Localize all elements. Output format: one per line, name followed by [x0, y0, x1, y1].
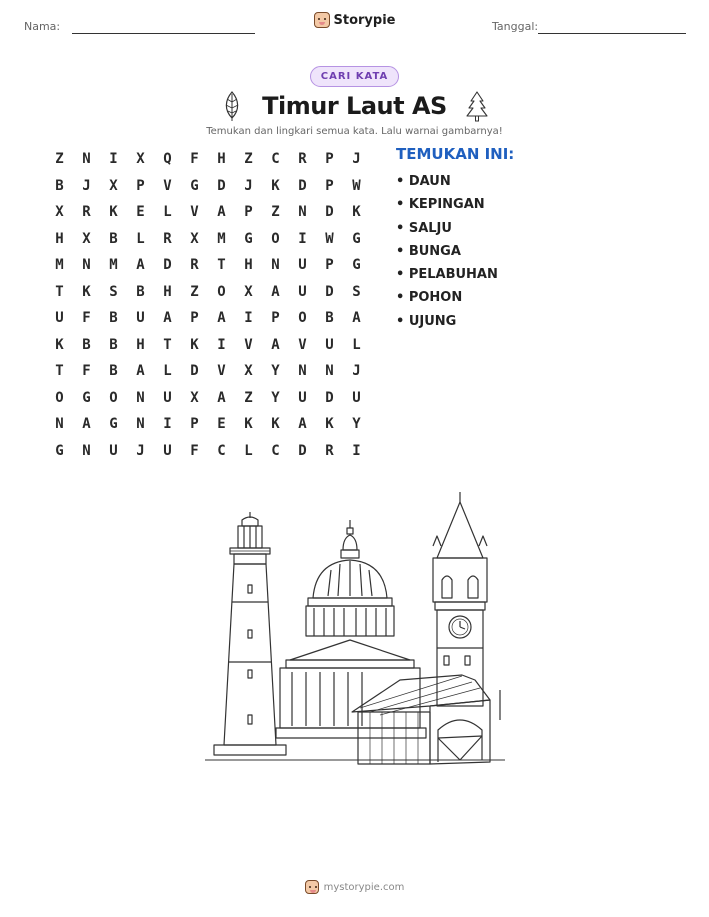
grid-letter[interactable]: P [190, 416, 199, 433]
grid-letter[interactable]: U [163, 442, 172, 459]
date-line[interactable] [538, 33, 686, 34]
northeast-landmarks-illustration[interactable] [200, 490, 510, 775]
grid-letter[interactable]: N [136, 389, 145, 406]
grid-letter[interactable]: K [109, 204, 118, 221]
grid-letter[interactable]: G [82, 389, 91, 406]
grid-letter[interactable]: B [325, 310, 334, 327]
grid-letter[interactable]: D [298, 177, 307, 194]
grid-letter[interactable]: I [217, 336, 226, 353]
pine-tree-icon [465, 90, 489, 122]
grid-letter[interactable]: G [55, 442, 64, 459]
grid-letter[interactable]: B [82, 336, 91, 353]
grid-letter[interactable]: A [163, 310, 172, 327]
grid-letter[interactable]: L [244, 442, 253, 459]
grid-letter[interactable]: X [109, 177, 118, 194]
grid-letter[interactable]: G [352, 230, 361, 247]
leaf-icon [220, 90, 244, 122]
grid-letter[interactable]: V [298, 336, 307, 353]
grid-letter[interactable]: K [190, 336, 199, 353]
grid-letter[interactable]: L [136, 230, 145, 247]
word-item: • SALJU [396, 220, 452, 236]
grid-letter[interactable]: Z [271, 204, 280, 221]
grid-letter[interactable]: X [82, 230, 91, 247]
word-item: • POHON [396, 290, 463, 306]
grid-letter[interactable]: A [352, 310, 361, 327]
grid-letter[interactable]: P [271, 310, 280, 327]
grid-letter[interactable]: V [217, 363, 226, 380]
grid-letter[interactable]: E [217, 416, 226, 433]
grid-letter[interactable]: Y [352, 416, 361, 433]
grid-letter[interactable]: R [163, 230, 172, 247]
grid-letter[interactable]: O [298, 310, 307, 327]
grid-letter[interactable]: K [271, 177, 280, 194]
word-list [396, 170, 498, 333]
grid-letter[interactable]: B [55, 177, 64, 194]
grid-letter[interactable]: D [325, 389, 334, 406]
grid-letter[interactable]: K [325, 416, 334, 433]
grid-letter[interactable]: U [55, 310, 64, 327]
word-item: • KEPINGAN [396, 197, 485, 213]
grid-letter[interactable]: H [163, 283, 172, 300]
grid-letter[interactable]: P [190, 310, 199, 327]
grid-letter[interactable]: A [82, 416, 91, 433]
grid-letter[interactable]: G [352, 257, 361, 274]
word-item: • DAUN [396, 174, 451, 189]
grid-letter[interactable]: W [352, 177, 361, 194]
grid-letter[interactable]: P [325, 151, 334, 168]
grid-letter[interactable]: N [82, 151, 91, 168]
grid-letter[interactable]: X [55, 204, 64, 221]
grid-letter[interactable]: U [298, 283, 307, 300]
grid-letter[interactable]: X [244, 363, 253, 380]
word-item: • PELABUHAN [396, 267, 498, 283]
grid-letter[interactable]: N [82, 257, 91, 274]
grid-letter[interactable]: J [352, 151, 361, 168]
grid-letter[interactable]: X [190, 389, 199, 406]
grid-letter[interactable]: G [109, 416, 118, 433]
grid-letter[interactable]: L [352, 336, 361, 353]
grid-letter[interactable]: B [109, 230, 118, 247]
grid-letter[interactable]: D [325, 283, 334, 300]
grid-letter[interactable]: K [55, 336, 64, 353]
grid-letter[interactable]: J [352, 363, 361, 380]
grid-letter[interactable]: S [352, 283, 361, 300]
word-item: • UJUNG [396, 313, 457, 329]
grid-letter[interactable]: Y [271, 363, 280, 380]
grid-letter[interactable]: X [244, 283, 253, 300]
grid-letter[interactable]: M [55, 257, 64, 274]
grid-letter[interactable]: D [163, 257, 172, 274]
grid-letter[interactable]: T [55, 283, 64, 300]
grid-letter[interactable]: I [109, 151, 118, 168]
footer-url[interactable]: mystorypie.com [323, 881, 405, 893]
grid-letter[interactable]: L [163, 204, 172, 221]
grid-letter[interactable]: B [109, 336, 118, 353]
grid-letter[interactable]: B [136, 283, 145, 300]
grid-letter[interactable]: F [82, 310, 91, 327]
capitol-building-drawing [276, 520, 426, 738]
grid-letter[interactable]: O [55, 389, 64, 406]
grid-letter[interactable]: T [55, 363, 64, 380]
grid-letter[interactable]: A [298, 416, 307, 433]
grid-letter[interactable]: N [82, 442, 91, 459]
grid-letter[interactable]: Z [244, 389, 253, 406]
grid-letter[interactable]: C [271, 442, 280, 459]
grid-letter[interactable]: M [109, 257, 118, 274]
grid-letter[interactable]: U [163, 389, 172, 406]
brand-name: Storypie [333, 12, 396, 28]
grid-letter[interactable]: W [325, 230, 334, 247]
grid-letter[interactable]: X [136, 151, 145, 168]
grid-letter[interactable]: U [325, 336, 334, 353]
grid-letter[interactable]: P [325, 177, 334, 194]
grid-letter[interactable]: H [55, 230, 64, 247]
grid-letter[interactable]: T [163, 336, 172, 353]
storypie-logo-icon [305, 880, 319, 894]
grid-letter[interactable]: M [217, 230, 226, 247]
grid-letter[interactable]: R [190, 257, 199, 274]
grid-letter[interactable]: D [325, 204, 334, 221]
grid-letter[interactable]: K [352, 204, 361, 221]
grid-letter[interactable]: A [271, 283, 280, 300]
grid-letter[interactable]: G [190, 177, 199, 194]
grid-letter[interactable]: Q [163, 151, 172, 168]
grid-letter[interactable]: Z [190, 283, 199, 300]
grid-letter[interactable]: K [244, 416, 253, 433]
name-label: Nama: [24, 20, 61, 33]
grid-letter[interactable]: I [163, 416, 172, 433]
grid-letter[interactable]: H [217, 151, 226, 168]
grid-letter[interactable]: N [136, 416, 145, 433]
grid-letter[interactable]: O [271, 230, 280, 247]
grid-letter[interactable]: P [325, 257, 334, 274]
grid-letter[interactable]: N [271, 257, 280, 274]
grid-letter[interactable]: I [244, 310, 253, 327]
grid-letter[interactable]: V [163, 177, 172, 194]
grid-letter[interactable]: N [298, 363, 307, 380]
grid-letter[interactable]: O [217, 283, 226, 300]
activity-badge: CARI KATA [310, 66, 399, 87]
grid-letter[interactable]: F [190, 151, 199, 168]
grid-letter[interactable]: B [109, 310, 118, 327]
grid-letter[interactable]: D [190, 363, 199, 380]
grid-letter[interactable]: N [325, 363, 334, 380]
grid-letter[interactable]: G [244, 230, 253, 247]
grid-letter[interactable]: H [244, 257, 253, 274]
word-item: • BUNGA [396, 243, 461, 259]
grid-letter[interactable]: F [82, 363, 91, 380]
grid-letter[interactable]: U [352, 389, 361, 406]
instructions: Temukan dan lingkari semua kata. Lalu warnai gambarnya! [206, 126, 503, 137]
grid-letter[interactable]: P [244, 204, 253, 221]
grid-letter[interactable]: A [217, 389, 226, 406]
grid-letter[interactable]: K [82, 283, 91, 300]
grid-letter[interactable]: S [109, 283, 118, 300]
storypie-logo-icon [314, 12, 330, 28]
lighthouse-drawing [214, 512, 286, 755]
grid-letter[interactable]: T [217, 257, 226, 274]
grid-letter[interactable]: U [109, 442, 118, 459]
grid-letter[interactable]: Z [55, 151, 64, 168]
grid-letter[interactable]: P [136, 177, 145, 194]
page-title: Timur Laut AS [262, 92, 447, 120]
grid-letter[interactable]: A [136, 257, 145, 274]
grid-letter[interactable]: I [352, 442, 361, 459]
grid-letter[interactable]: D [217, 177, 226, 194]
grid-letter[interactable]: Z [244, 151, 253, 168]
grid-letter[interactable]: X [190, 230, 199, 247]
grid-letter[interactable]: L [163, 363, 172, 380]
grid-letter[interactable]: C [217, 442, 226, 459]
grid-letter[interactable]: A [217, 204, 226, 221]
grid-letter[interactable]: F [190, 442, 199, 459]
covered-bridge-drawing [352, 675, 500, 764]
grid-letter[interactable]: H [136, 336, 145, 353]
clock-tower-drawing [433, 492, 487, 706]
grid-letter[interactable]: N [55, 416, 64, 433]
grid-letter[interactable]: J [136, 442, 145, 459]
grid-letter[interactable]: I [298, 230, 307, 247]
grid-letter[interactable]: K [271, 416, 280, 433]
grid-letter[interactable]: A [217, 310, 226, 327]
grid-letter[interactable]: N [298, 204, 307, 221]
grid-letter[interactable]: U [298, 257, 307, 274]
brand [0, 12, 709, 28]
grid-letter[interactable]: U [136, 310, 145, 327]
grid-letter[interactable]: C [271, 151, 280, 168]
word-list-title: TEMUKAN INI: [396, 145, 515, 163]
grid-letter[interactable]: Y [271, 389, 280, 406]
grid-letter[interactable]: E [136, 204, 145, 221]
grid-letter[interactable]: R [325, 442, 334, 459]
footer [0, 880, 709, 894]
grid-letter[interactable]: V [244, 336, 253, 353]
grid-letter[interactable]: U [298, 389, 307, 406]
name-line[interactable] [72, 33, 255, 34]
grid-letter[interactable]: A [136, 363, 145, 380]
grid-letter[interactable]: J [82, 177, 91, 194]
grid-letter[interactable]: R [298, 151, 307, 168]
grid-letter[interactable]: A [271, 336, 280, 353]
date-label: Tanggal: [492, 20, 539, 33]
word-search-grid[interactable] [46, 146, 370, 464]
grid-letter[interactable]: V [190, 204, 199, 221]
grid-letter[interactable]: D [298, 442, 307, 459]
grid-letter[interactable]: B [109, 363, 118, 380]
grid-letter[interactable]: O [109, 389, 118, 406]
grid-letter[interactable]: J [244, 177, 253, 194]
grid-letter[interactable]: R [82, 204, 91, 221]
